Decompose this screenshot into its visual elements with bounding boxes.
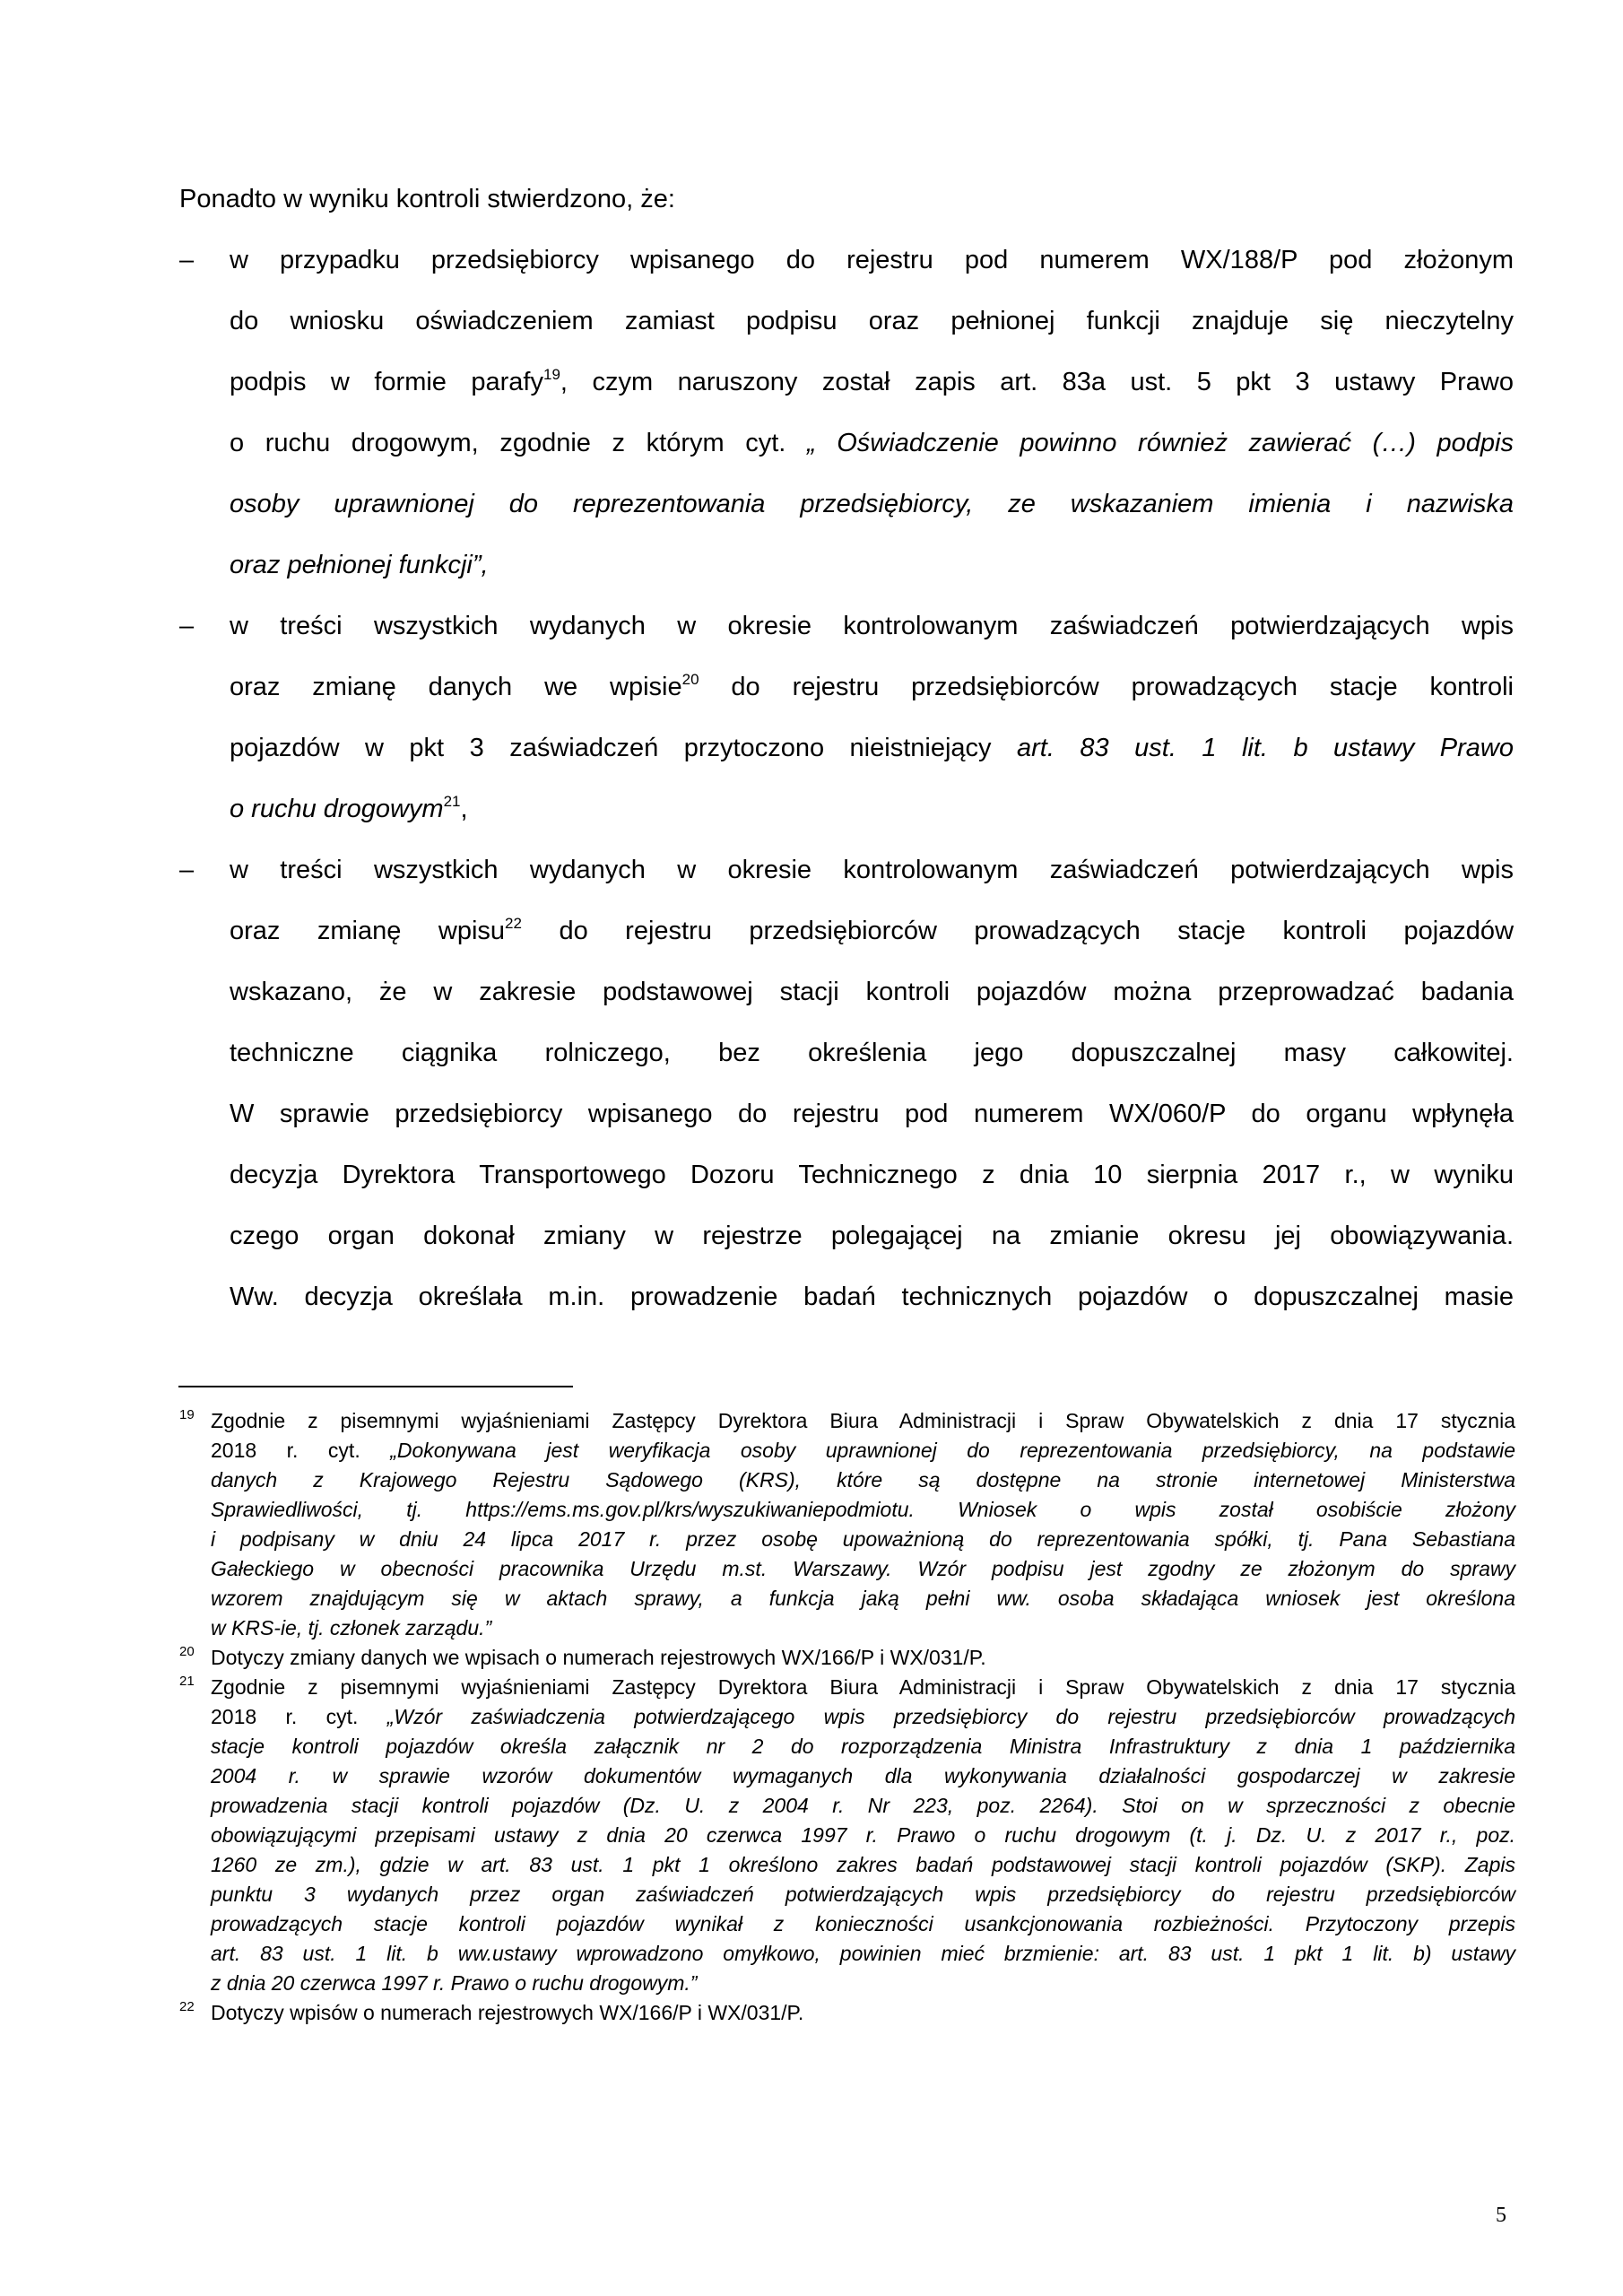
quote-run: art. 83 ust. 1 lit. b ww.ustawy wprowadzono omyłkowo, powinien mieć brzmienie: art. 83 ust. 1 pkt 1 lit. b) ustawy [211,1942,1515,1965]
bullet-2-line [230,669,1514,705]
quote-run: punktu 3 wydanych przez organ zaświadczeń potwierdzających wpis przedsiębiorcy do rejestru przedsiębiorców [211,1883,1515,1906]
bullet-1-line [230,303,1514,339]
bullet-3-line: czego organ dokonał zmiany w rejestrze polegającej na zmianie okresu jej obowiązywania. [230,1222,1514,1250]
bullet-1-line [230,242,1514,278]
footnote-19-line [211,1495,1515,1525]
text-run: oraz zmianę danych we wpisie [230,673,682,701]
bullet-2-line [230,791,1514,827]
footnote-separator [178,1386,573,1387]
footnote-number-21: 21 [179,1674,195,1689]
bullet-3-line: W sprawie przedsiębiorcy wpisanego do rejestru pod numerem WX/060/P do organu wpłynęła [230,1100,1514,1128]
text-run: do rejestru przedsiębiorców prowadzących stacje kontroli [699,673,1514,701]
italic-run: o ruchu drogowym [230,795,444,823]
quote-run: 2004 r. w sprawie wzorów dokumentów wymaganych dla wykonywania działalności gospodarczej w zakresie [211,1764,1515,1787]
footnote-20-line: Dotyczy zmiany danych we wpisach o numerach rejestrowych WX/166/P i WX/031/P. [211,1646,986,1669]
footnote-ref-19[interactable]: 19 [543,366,560,383]
bullet-3-line [230,913,1514,949]
footnote-21-line [211,1880,1515,1909]
bullet-dash-2: – [179,612,195,640]
quote-run: z dnia 20 czerwca 1997 r. Prawo o ruchu drogowym.” [211,1971,698,1995]
footnote-number-22: 22 [179,1999,195,2014]
bullet-3-line [230,852,1514,888]
quote-run: w KRS-ie, tj. członek zarządu.” [211,1616,492,1639]
bullet-1-line [230,425,1514,461]
footnote-19-line [211,1584,1515,1613]
quote-run: Gałeckiego w obecności pracownika Urzędu m.st. Warszawy. Wzór podpisu jest zgodny ze złożonym do sprawy [211,1557,1515,1580]
quote-run: „Wzór zaświadczenia potwierdzającego wpis przedsiębiorcy do rejestru przedsiębiorców prowadzących [386,1705,1515,1728]
bullet-3-line: wskazano, że w zakresie podstawowej stacji kontroli pojazdów można przeprowadzać badania [230,978,1514,1006]
footnote-21-line [211,1850,1515,1880]
footnote-19-line [211,1525,1515,1554]
italic-run: art. 83 ust. 1 lit. b ustawy Prawo [1017,734,1514,762]
text-run: o ruchu drogowym, zgodnie z którym cyt. [230,429,807,457]
page-number: 5 [1496,2204,1506,2227]
text-run: oraz zmianę wpisu [230,917,506,945]
footnote-19-line: Zgodnie z pisemnymi wyjaśnieniami Zastępcy Dyrektora Biura Administracji i Spraw Obywatelskich z dnia 17 stycznia [211,1409,1515,1432]
quote-run: oraz pełnionej funkcji”, [230,551,489,579]
text-run: w treści wszystkich wydanych w okresie kontrolowanym zaświadczeń potwierdzających wpis [230,612,1514,640]
footnote-19-line [211,1613,1515,1643]
footnote-21-line [211,1761,1515,1791]
footnote-21-line [211,1821,1515,1850]
footnote-21-line [211,1909,1515,1939]
footnote-21-line [211,1732,1515,1761]
bullet-3-line: techniczne ciągnika rolniczego, bez określenia jego dopuszczalnej masy całkowitej. [230,1039,1514,1067]
quote-run: „ Oświadczenie powinno również zawierać (…) podpis [806,429,1514,457]
quote-run: Sprawiedliwości, tj. https://ems.ms.gov.pl/krs/wyszukiwaniepodmiotu. Wniosek o wpis został osobiście złożony [211,1498,1515,1521]
footnote-21-line [211,1791,1515,1821]
footnote-22-line: Dotyczy wpisów o numerach rejestrowych WX/166/P i WX/031/P. [211,2001,804,2024]
text-run: w przypadku przedsiębiorcy wpisanego do rejestru pod numerem WX/188/P pod złożonym [230,246,1514,274]
footnote-19-line [211,1465,1515,1495]
text-run: , czym naruszony został zapis art. 83a ust. 5 pkt 3 ustawy Prawo [560,368,1514,396]
bullet-1-line [230,486,1514,522]
footnote-number-19: 19 [179,1407,195,1422]
text-run: , [460,795,468,823]
text-run: do wniosku oświadczeniem zamiast podpisu oraz pełnionej funkcji znajduje się nieczytelny [230,307,1514,335]
footnote-21-line [211,1939,1515,1969]
bullet-dash-3: – [179,856,195,884]
quote-run: „Dokonywana jest weryfikacja osoby uprawnionej do reprezentowania przedsiębiorcy, na podstawie [390,1439,1515,1462]
footnote-19-line [211,1436,1515,1465]
footnote-21-line: Zgodnie z pisemnymi wyjaśnieniami Zastępcy Dyrektora Biura Administracji i Spraw Obywatelskich z dnia 17 stycznia [211,1675,1515,1699]
footnote-ref-22[interactable]: 22 [505,915,522,932]
quote-run: i podpisany w dniu 24 lipca 2017 r. przez osobę upoważnioną do reprezentowania spółki, tj. Pana Sebastiana [211,1527,1515,1551]
bullet-2-line [230,730,1514,766]
quote-run: osoby uprawnionej do reprezentowania przedsiębiorcy, ze wskazaniem imienia i nazwiska [230,490,1514,518]
bullet-3-line: decyzja Dyrektora Transportowego Dozoru Technicznego z dnia 10 sierpnia 2017 r., w wyniku [230,1161,1514,1189]
quote-run: obowiązującymi przepisami ustawy z dnia 20 czerwca 1997 r. Prawo o ruchu drogowym (t. j. Dz. U. z 2017 r., poz. [211,1823,1515,1847]
footnote-21-line [211,1969,1515,1998]
text-run: pojazdów w pkt 3 zaświadczeń przytoczono nieistniejący [230,734,1018,762]
text-run: w treści wszystkich wydanych w okresie kontrolowanym zaświadczeń potwierdzających wpis [230,856,1514,884]
footnote-ref-21[interactable]: 21 [443,793,461,810]
footnote-number-20: 20 [179,1644,195,1659]
bullet-1-line [230,364,1514,400]
quote-run: prowadzenia stacji kontroli pojazdów (Dz. U. z 2004 r. Nr 223, poz. 2264). Stoi on w sprzeczności z obecnie [211,1794,1515,1817]
quote-run: danych z Krajowego Rejestru Sądowego (KRS), które są dostępne na stronie internetowej Ministerstwa [211,1468,1515,1492]
bullet-3-line: Ww. decyzja określała m.in. prowadzenie badań technicznych pojazdów o dopuszczalnej masie [230,1283,1514,1311]
quote-run: wzorem znajdującym się w aktach sprawy, a funkcja jaką pełni ww. osoba składająca wniosek jest określona [211,1587,1515,1610]
footnote-19-line [211,1554,1515,1584]
footnote-21-line [211,1702,1515,1732]
quote-run: prowadzących stacje kontroli pojazdów wynikał z konieczności usankcjonowania rozbieżności. Przytoczony przepis [211,1912,1515,1935]
text-run: 2018 r. cyt. [211,1705,387,1728]
intro-paragraph: Ponadto w wyniku kontroli stwierdzono, że: [179,185,675,213]
bullet-2-line [230,608,1514,644]
text-run: 2018 r. cyt. [211,1439,391,1462]
text-run: podpis w formie parafy [230,368,543,396]
footnote-ref-20[interactable]: 20 [681,671,699,688]
bullet-dash-1: – [179,246,195,274]
text-run: do rejestru przedsiębiorców prowadzących stacje kontroli pojazdów [521,917,1515,945]
quote-run: stacje kontroli pojazdów określa załącznik nr 2 do rozporządzenia Ministra Infrastruktury z dnia 1 października [211,1735,1515,1758]
quote-run: 1260 ze zm.), gdzie w art. 83 ust. 1 pkt 1 określono zakres badań podstawowej stacji kontroli pojazdów (SKP). Zapis [211,1853,1515,1876]
bullet-1-line [230,547,1514,583]
